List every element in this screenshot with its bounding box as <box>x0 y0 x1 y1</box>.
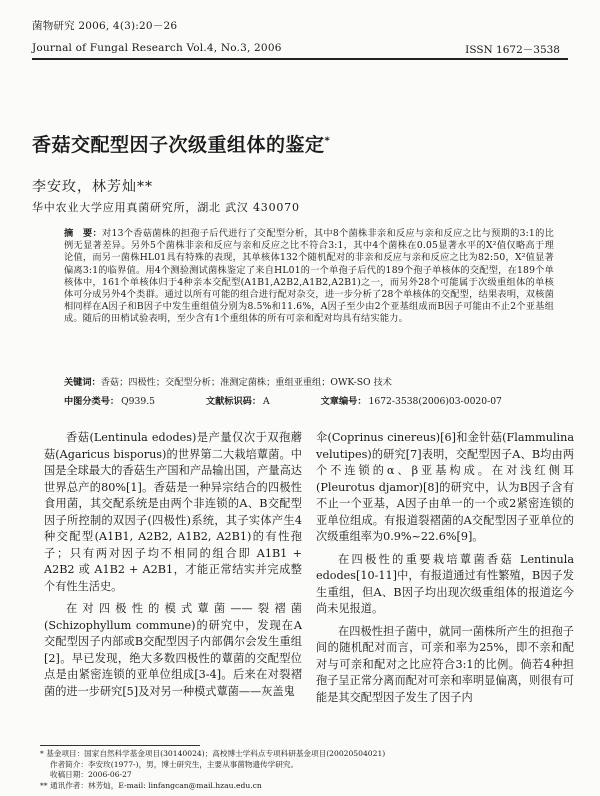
abstract-label: 摘 要： <box>64 228 103 239</box>
body-paragraph: 伞(Coprinus cinereus)[6]和金针菇(Flammulina velutipes)的研究[7]表明，交配型因子A、B均由两个不连锁的α、β亚基构成。在对浅红侧耳(Pleurotus djamor)[8]的研究中，认为B因子含有不止一个亚基，A因子由单一的一个或2紧密连锁的亚单位组成。有报道裂褶菌的A交配型因子亚单位的次级重组率为0.9%~22.6%[9]。 <box>316 431 574 543</box>
title-text: 香菇交配型因子次级重组体的鉴定 <box>32 134 325 156</box>
article-title <box>32 130 330 157</box>
affiliation: 华中农业大学应用真菌研究所，湖北 武汉 430070 <box>32 201 300 214</box>
classification-line <box>64 393 554 407</box>
title-footnote-mark: * <box>324 135 331 147</box>
abstract-text: 对13个香菇菌株的担孢子后代进行了交配型分析，其中8个菌株非亲和反应与亲和反应之比与预期的3:1的比例无显著差异。另外5个菌株非亲和反应与亲和反应之比不符合3:1，其中4个菌株在0.05显著水平的X²值仅略高于理论值，而另一菌株HL01具有特殊的表现，其单核体132个随机配对的非亲和反应与亲和反应之比为82:50，X²值显著偏离3:1的临界值。用4个测验测试菌株鉴定了来自HL01的一个单孢子后代的189个孢子单核体的交配型，在189个单核体中，161个单核体归于4种亲本交配型(A1B1,A2B2,A1B2,A2B1)之一，而另外28个可能属于次级重组体的单核体可分成另外4个类群。通过以所有可能的组合进行配对杂交，进一步分析了28个单核体的交配型，结果表明，双核菌相同样在A因子和B因子中发生重组值分别为8.5%和11.6%，A因子至少由2个亚基组成而B因子可能由不止2个亚基组成。随后的田梢试验表明，至少含有1个重组体的所有可亲和配对均具有结实能力。 <box>64 228 554 325</box>
keywords <box>64 377 554 389</box>
authors: 李安玫，林芳灿** <box>32 179 153 195</box>
id-value: 1672-3538(2006)03-0020-07 <box>368 396 502 407</box>
body-column-left <box>44 430 302 706</box>
article-id <box>321 396 502 407</box>
body-paragraph: 香菇(Lentinula edodes)是产量仅次于双孢蘑菇(Agaricus bisporus)的世界第二大栽培蕈菌。中国是全球最大的香菇生产国和产品输出国，产量高达世界总产的80%[1]。香菇是一种异宗结合的四极性食用菌，其交配系统是由两个非连锁的A、B交配型因子所控制的双因子(四极性)系统，其子实体产生4种交配型(A1B1, A2B2, A1B2, A2B1)的有性孢子；只有两对因子均不相同的组合即 A1B1 + A2B2 或 A1B2 + A2B1，才能正常结实并完成整个有性生活史。 <box>44 431 302 593</box>
id-label: 文章编号： <box>320 396 367 407</box>
keywords-text: 香菇；四极性；交配型分析；准测定菌株；重组亚重组；OWK-SO 技术 <box>100 377 392 388</box>
issn: ISSN 1672－3538 <box>465 44 560 56</box>
doc-value: A <box>263 396 270 407</box>
footnotes <box>40 749 580 791</box>
keywords-label: 关键词： <box>64 377 101 388</box>
doc-label: 文献标识码： <box>205 396 262 407</box>
abstract <box>64 228 554 326</box>
doc-code <box>206 396 270 407</box>
footnote-corresponding: ** 通讯作者：林芳灿，E-mail: linfangcan@mail.hzau.edu.cn <box>40 780 262 790</box>
body-column-right <box>316 430 574 712</box>
body-paragraph: 在四极性担子菌中，就同一菌株所产生的担孢子间的随机配对而言，可亲和率为25%，即不亲和配对与可亲和配对之比应符合3:1的比例。倘若4种担孢子呈正常分离而配对可亲和率明显偏离，则很有可能是其交配型因子发生了因子内 <box>316 624 574 704</box>
header-rule <box>32 58 568 60</box>
footnote-rule <box>40 745 200 746</box>
journal-header-cn: 菌物研究 2006, 4(3):20－26 <box>32 20 178 32</box>
footnote-bio: 作者简介：李安玫(1977-)，男，博士研究生，主要从事菌物遗传学研究。 <box>50 759 299 769</box>
journal-header-en: Journal of Fungal Research Vol.4, No.3, 2006 <box>32 42 282 54</box>
clc-label: 中图分类号： <box>64 396 120 407</box>
footnote-received: 收稿日期：2006-06-27 <box>50 770 132 779</box>
body-paragraph: 在四极性的重要栽培蕈菌香菇 Lentinula edodes[10-11]中，有报道通过有性繁殖，B因子发生重组，但A、B因子均出现次级重组体的报道迄今尚未见报道。 <box>316 552 574 615</box>
footnote-fund: * 基金项目：国家自然科学基金项目(30140024)；高校博士学科点专项科研基金项目(20020504021) <box>40 749 386 758</box>
body-paragraph: 在对四极性的模式蕈菌——裂褶菌(Schizophyllum commune)的研究中，发现在A交配型因子内部或B交配型因子内部偶尔会发生重组[2]。早已发现，绝大多数四极性的蕈菌的交配型位点是由紧密连锁的亚单位组成[3-4]。后来在对裂褶菌的进一步研究[5]及对另一种模式蕈菌——灰盖鬼 <box>44 602 302 698</box>
clc-value: Q939.5 <box>121 396 155 407</box>
clc-number <box>64 396 155 407</box>
